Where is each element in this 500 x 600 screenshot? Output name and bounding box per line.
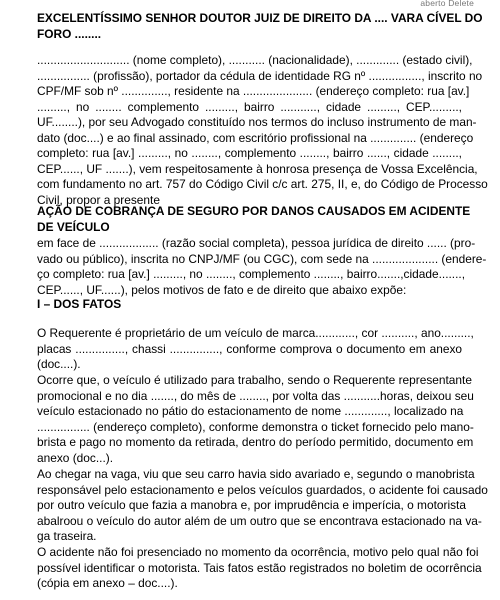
heading-line: FORO ........ bbox=[37, 26, 102, 41]
text-line: vado ou público), inscrita no CNPJ/MF (ou CGC), com sede na .................... (endere- bbox=[37, 251, 487, 266]
text-line: O Requerente é proprietário de um veículo de marca............, cor .........., ano........., bbox=[37, 326, 474, 340]
text-line: ................ (endereço completo), conforme demonstra o ticket fornecido pelo mano- bbox=[37, 419, 474, 434]
text-line: ........., no ........ complemento ........., bairro ..........., cidade ........., CEP........., bbox=[37, 99, 462, 114]
header-tag: aberto Delete bbox=[420, 0, 474, 8]
text-line: anexo (doc...). bbox=[37, 450, 114, 465]
heading-line: AÇÃO DE COBRANÇA DE SEGURO POR DANOS CAUSADOS EM ACIDENTE bbox=[37, 204, 471, 218]
text-line: ga traseira. bbox=[37, 529, 97, 543]
facts-paragraph-3 bbox=[37, 467, 488, 545]
text-line: brista e pago no momento da retirada, dentro do período permitido, documento em bbox=[37, 435, 474, 449]
text-line: Ao chegar na vaga, viu que seu carro havia sido avariado e, segundo o manobrista bbox=[37, 467, 475, 481]
text-line: responsável pelo estacionamento e pelos veículos guardados, o acidente foi causado bbox=[37, 482, 488, 497]
text-line: CEP......, UF......), pelos motivos de fato e de direito que abaixo expõe: bbox=[37, 282, 407, 297]
text-line: O acidente não foi presenciado no momento da ocorrência, motivo pelo qual não foi bbox=[37, 545, 479, 559]
facts-paragraph-4 bbox=[37, 545, 482, 592]
text-line: Civil, propor a presente bbox=[37, 192, 160, 207]
action-title bbox=[37, 204, 471, 235]
court-address-heading bbox=[37, 11, 483, 42]
text-line: CEP......, UF .......), vem respeitosamente à honrosa presença de Vossa Excelência, bbox=[37, 161, 478, 176]
text-line: ço completo: rua [av.] ........., no ........, complemento ........, bairro.......,cidade......., bbox=[37, 267, 466, 281]
section-title bbox=[37, 297, 465, 313]
text-line: (cópia em anexo – doc....). bbox=[37, 576, 178, 590]
heading-line: DE VEÍCULO bbox=[37, 219, 110, 234]
against-paragraph bbox=[37, 236, 487, 298]
heading-line: EXCELENTÍSSIMO SENHOR DOUTOR JUIZ DE DIREITO DA .... VARA CÍVEL DO bbox=[37, 11, 483, 25]
text-line: placas ..............., chassi ..............., conforme comprova o documento em anexo bbox=[37, 341, 462, 356]
text-line: dato (doc....) e ao final assinado, com escritório profissional na .............. (endereço bbox=[37, 130, 474, 145]
text-line: promocional e no dia ......., do mês de ........, por volta das ...........horas, deixou seu bbox=[37, 388, 474, 403]
heading-line: I – DOS FATOS bbox=[37, 297, 122, 311]
text-line: UF........), por seu Advogado constituído nos termos do incluso instrumento de man- bbox=[37, 115, 477, 129]
text-line: CPF/MF sob nº .............., residente na ..................... (endereço completo: rua [av.] bbox=[37, 84, 470, 98]
text-line: abalroou o veículo do autor além de um outro que se encontrava estacionado na va- bbox=[37, 513, 482, 528]
text-line: Ocorre que, o veículo é utilizado para trabalho, sendo o Requerente representante bbox=[37, 373, 472, 387]
text-line: com fundamento no art. 757 do Código Civil c/c art. 275, II, e, do Código de Processo bbox=[37, 177, 488, 191]
text-line: completo: rua [av.] ........., no ........, complemento ........, bairro ......, cidade ........, bbox=[37, 146, 462, 160]
text-line: (doc....). bbox=[37, 357, 81, 371]
text-line: veículo estacionado no pátio do estacionamento de nome ............., localizado na bbox=[37, 404, 464, 418]
text-line: possível identificar o motorista. Tais fatos estão registrados no boletim de ocorrência bbox=[37, 560, 482, 575]
facts-paragraph-2 bbox=[37, 373, 474, 466]
text-line: em face de .................. (razão social completa), pessoa jurídica de direito ...... (pro- bbox=[37, 236, 476, 250]
text-line: por outro veículo que fazia a manobra e, por imprudência e imperícia, o motorista bbox=[37, 498, 466, 512]
text-line: ................ (profissão), portador da cédula de identidade RG nº ................, inscrito no bbox=[37, 68, 483, 83]
facts-paragraph-1 bbox=[37, 326, 474, 373]
text-line: ............................ (nome completo), ........... (nacionalidade), ............. (estado civil), bbox=[37, 53, 473, 67]
intro-paragraph bbox=[37, 53, 488, 208]
